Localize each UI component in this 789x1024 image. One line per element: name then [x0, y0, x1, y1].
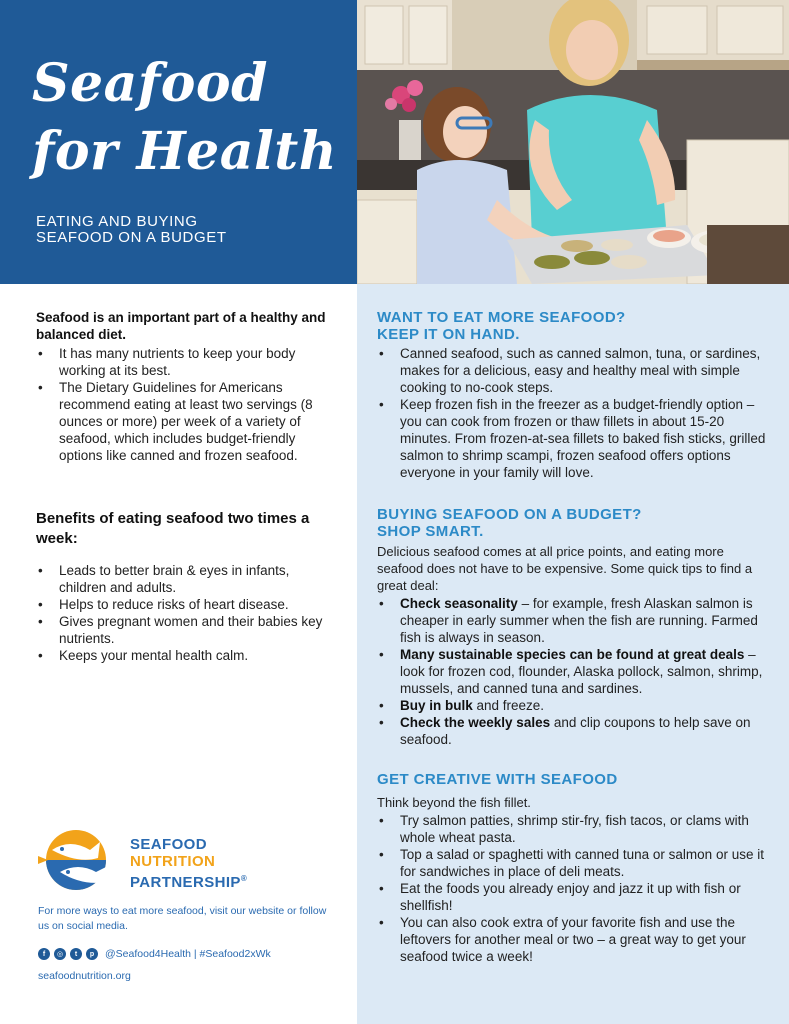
footer-note: For more ways to eat more seafood, visit our website or follow us on social media.	[38, 905, 327, 932]
list-item: • Gives pregnant women and their babies key nutrients.	[36, 613, 336, 647]
page-subtitle: EATING AND BUYING SEAFOOD ON A BUDGET	[36, 213, 227, 246]
list-item: • Buy in bulk and freeze.	[377, 697, 769, 714]
benefits-heading: Benefits of eating seafood two times a week:	[36, 510, 310, 547]
list-item: • You can also cook extra of your favorite fish and use the leftovers for another meal or two – a great way to get your seafood twice a week!	[377, 914, 769, 965]
list-item: • Leads to better brain & eyes in infants, children and adults.	[36, 562, 336, 596]
social-handle[interactable]: @Seafood4Health | #Seafood2xWk	[105, 948, 271, 960]
list-item: • The Dietary Guidelines for Americans recommend eating at least two servings (8 ounces or more) per week of a variety of seafood, which includes budget-friendly options like canned and frozen seafood.	[36, 379, 336, 464]
pinterest-icon[interactable]: p	[86, 948, 98, 960]
creative-intro: Think beyond the fish fillet.	[377, 795, 531, 810]
kitchen-cooking-illustration	[357, 0, 789, 284]
intro-list	[36, 345, 336, 464]
list-item: • Try salmon patties, shrimp stir-fry, fish tacos, or clams with whole wheat pasta.	[377, 812, 769, 846]
seafood-nutrition-partnership-logo	[38, 826, 338, 896]
logo-wordmark: SEAFOOD NUTRITION PARTNERSHIP®	[130, 836, 248, 891]
creative-list	[377, 812, 769, 965]
list-item: • Many sustainable species can be found at great deals – look for frozen cod, flounder, Alaska pollock, salmon, shrimp, mussels, and canned tuna and sardines.	[377, 646, 769, 697]
list-item: • Eat the foods you already enjoy and jazz it up with fish or shellfish!	[377, 880, 769, 914]
keep-on-hand-list	[377, 345, 769, 481]
social-row	[38, 948, 271, 960]
benefits-list	[36, 562, 336, 664]
page-title: Seafood for Health	[32, 53, 338, 182]
intro-heading: Seafood is an important part of a healthy and balanced diet.	[36, 310, 326, 342]
fish-logo-icon	[38, 828, 122, 892]
header-banner	[0, 0, 357, 284]
budget-intro: Delicious seafood comes at all price points, and eating more seafood does not have to be expensive. Some quick tips to find a great deal:	[377, 544, 753, 593]
section-creative-heading: GET CREATIVE WITH SEAFOOD	[377, 771, 618, 788]
list-item: • Helps to reduce risks of heart disease.	[36, 596, 336, 613]
website-link[interactable]: seafoodnutrition.org	[38, 970, 131, 982]
list-item: • Keeps your mental health calm.	[36, 647, 336, 664]
list-item: • Top a salad or spaghetti with canned tuna or salmon or use it for sandwiches in place of deli meats.	[377, 846, 769, 880]
list-item: • Canned seafood, such as canned salmon, tuna, or sardines, makes for a delicious, easy and healthy meal with simple cooking to no-cook steps.	[377, 345, 769, 396]
section-budget-heading: BUYING SEAFOOD ON A BUDGET? SHOP SMART.	[377, 506, 642, 540]
list-item: • Check the weekly sales and clip coupons to help save on seafood.	[377, 714, 769, 748]
instagram-icon[interactable]: ◎	[54, 948, 66, 960]
list-item: • It has many nutrients to keep your body working at its best.	[36, 345, 336, 379]
list-item: • Check seasonality – for example, fresh Alaskan salmon is cheaper in early summer when the fish are running. Farmed fish is always in season.	[377, 595, 769, 646]
facebook-icon[interactable]: f	[38, 948, 50, 960]
twitter-icon[interactable]: t	[70, 948, 82, 960]
budget-tips-list	[377, 595, 769, 748]
list-item: • Keep frozen fish in the freezer as a budget-friendly option – you can cook from frozen or thaw fillets in about 15-20 minutes. From frozen-at-sea fillets to baked fish sticks, grilled salmon to shrimp scampi, frozen seafood offers options everyone in your family will love.	[377, 396, 769, 481]
hero-photo	[357, 0, 789, 284]
section-keep-on-hand-heading: WANT TO EAT MORE SEAFOOD? KEEP IT ON HAND.	[377, 309, 626, 343]
